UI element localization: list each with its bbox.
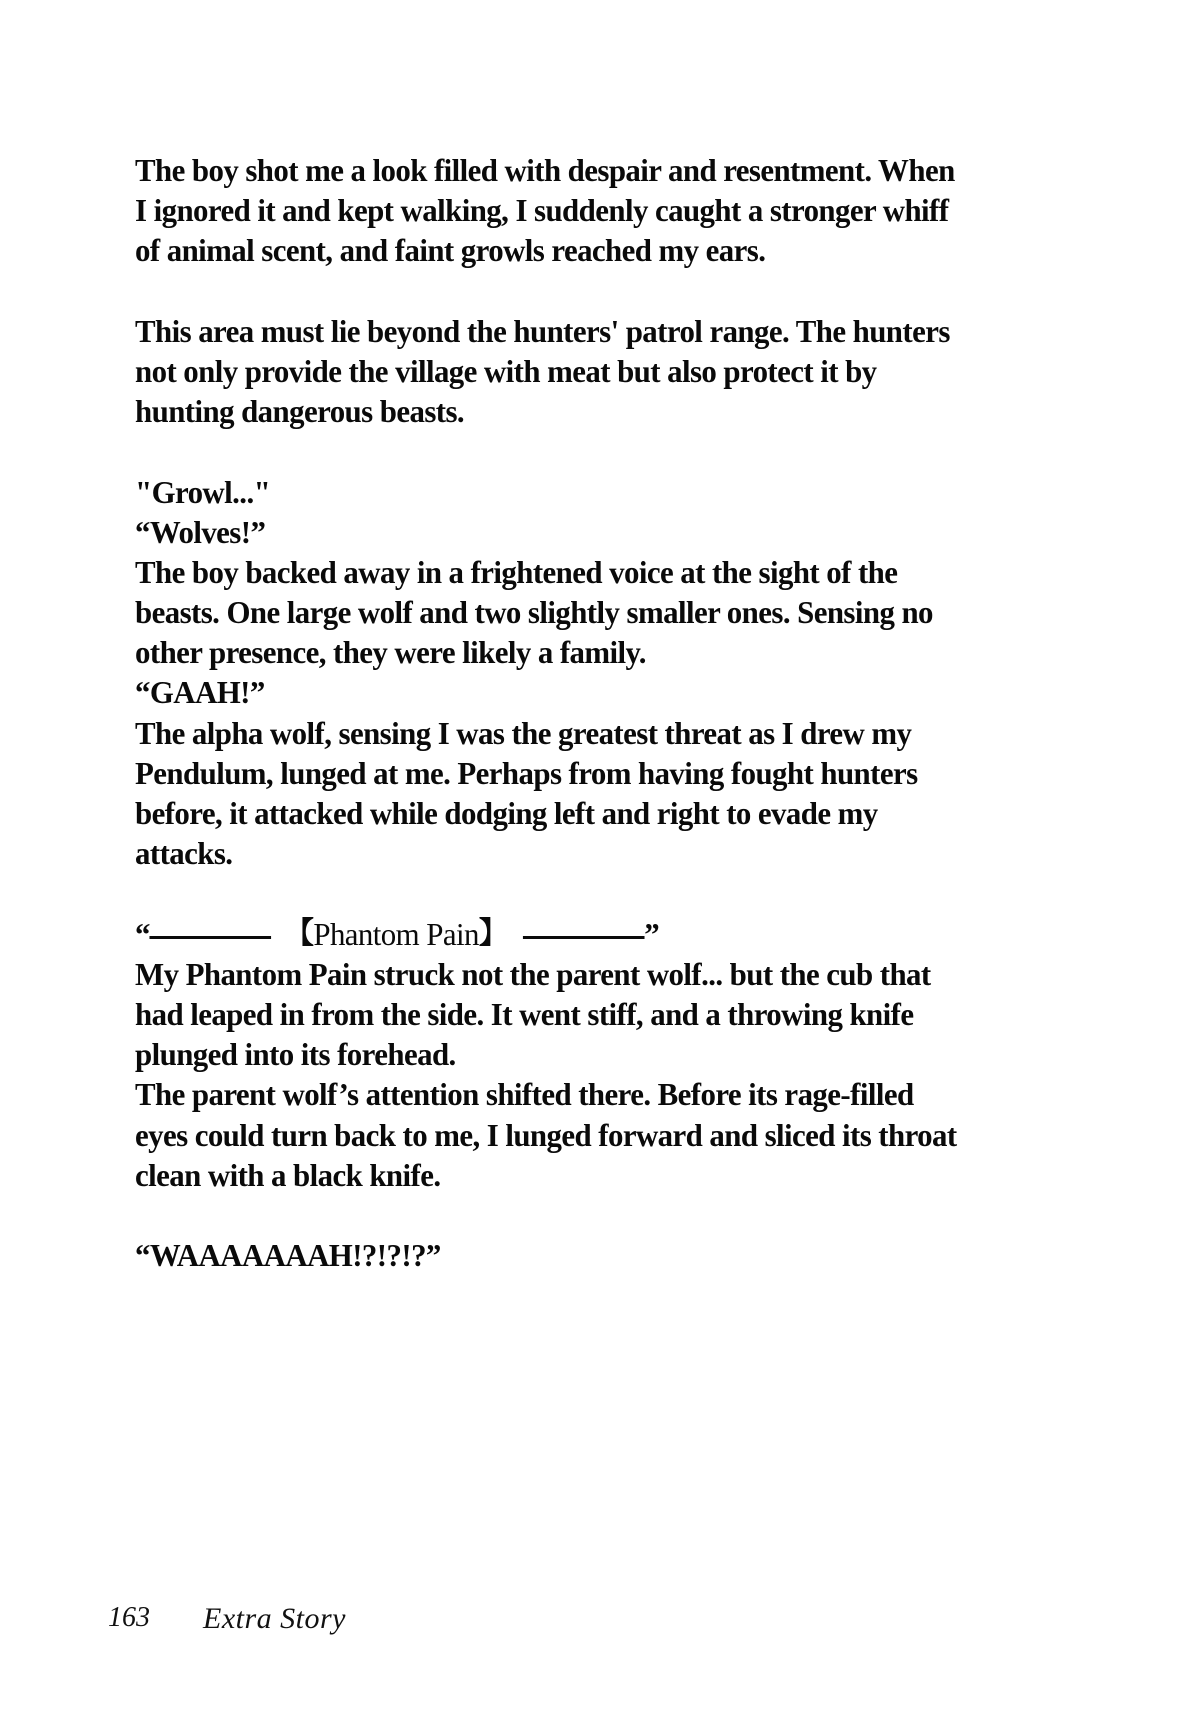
text-line: of animal scent, and faint growls reached my ears.: [135, 232, 766, 269]
text-line: other presence, they were likely a family.: [135, 634, 646, 671]
paragraph-phantom-pain-strike: [135, 954, 1100, 1195]
text-line: clean with a black knife.: [135, 1156, 441, 1193]
paragraph-hunters-range: [135, 311, 1100, 432]
running-title: Extra Story: [203, 1602, 346, 1635]
paragraph-wolves-encounter: [135, 472, 1100, 874]
open-lenticular-bracket: 【: [284, 916, 314, 950]
close-quote: ”: [644, 915, 660, 952]
open-quote: “: [135, 915, 150, 952]
dialogue-line: "Growl...": [135, 473, 271, 510]
text-line: The boy backed away in a frightened voice at the sight of the: [135, 553, 898, 590]
text-line: I ignored it and kept walking, I suddenly caught a stronger whiff: [135, 192, 949, 229]
text-line: Pendulum, lunged at me. Perhaps from having fought hunters: [135, 754, 918, 791]
text-line: The boy shot me a look filled with despair and resentment. When: [135, 152, 955, 188]
text-line: plunged into its forehead.: [135, 1036, 456, 1073]
text-line: beasts. One large wolf and two slightly smaller ones. Sensing no: [135, 594, 933, 631]
paragraph-gap: [135, 431, 1100, 471]
text-line: before, it attacked while dodging left and right to evade my: [135, 795, 878, 831]
text-line: not only provide the village with meat but also protect it by: [135, 352, 877, 389]
skill-callout-phantom-pain: [135, 914, 1100, 954]
text-line: had leaped in from the side. It went stiff, and a throwing knife: [135, 995, 914, 1032]
paragraph-boy-look: [135, 150, 1100, 271]
dialogue-line: “Wolves!”: [135, 513, 266, 550]
text-line: attacks.: [135, 835, 233, 872]
body-text: [135, 150, 1100, 1275]
text-line: This area must lie beyond the hunters' patrol range. The hunters: [135, 312, 950, 349]
skill-name: Phantom Pain: [313, 915, 479, 952]
text-line: The parent wolf’s attention shifted there. Before its rage-filled: [135, 1076, 914, 1113]
em-dash-rule: [150, 936, 272, 939]
paragraph-gap: [135, 271, 1100, 311]
paragraph-scream: [135, 1235, 1100, 1275]
close-lenticular-bracket: 】: [478, 916, 508, 950]
paragraph-gap: [135, 873, 1100, 913]
text-line: The alpha wolf, sensing I was the greatest threat as I drew my: [135, 714, 912, 751]
page-number: 163: [108, 1602, 150, 1633]
paragraph-gap: [135, 1195, 1100, 1235]
text-line: My Phantom Pain struck not the parent wolf... but the cub that: [135, 955, 931, 992]
page-footer: [108, 1602, 346, 1730]
em-dash-rule: [523, 936, 645, 939]
text-line: eyes could turn back to me, I lunged forward and sliced its throat: [135, 1116, 957, 1153]
dialogue-line: “WAAAAAAAH!?!?!?”: [135, 1237, 441, 1274]
text-line: hunting dangerous beasts.: [135, 393, 465, 430]
dialogue-line: “GAAH!”: [135, 674, 265, 711]
